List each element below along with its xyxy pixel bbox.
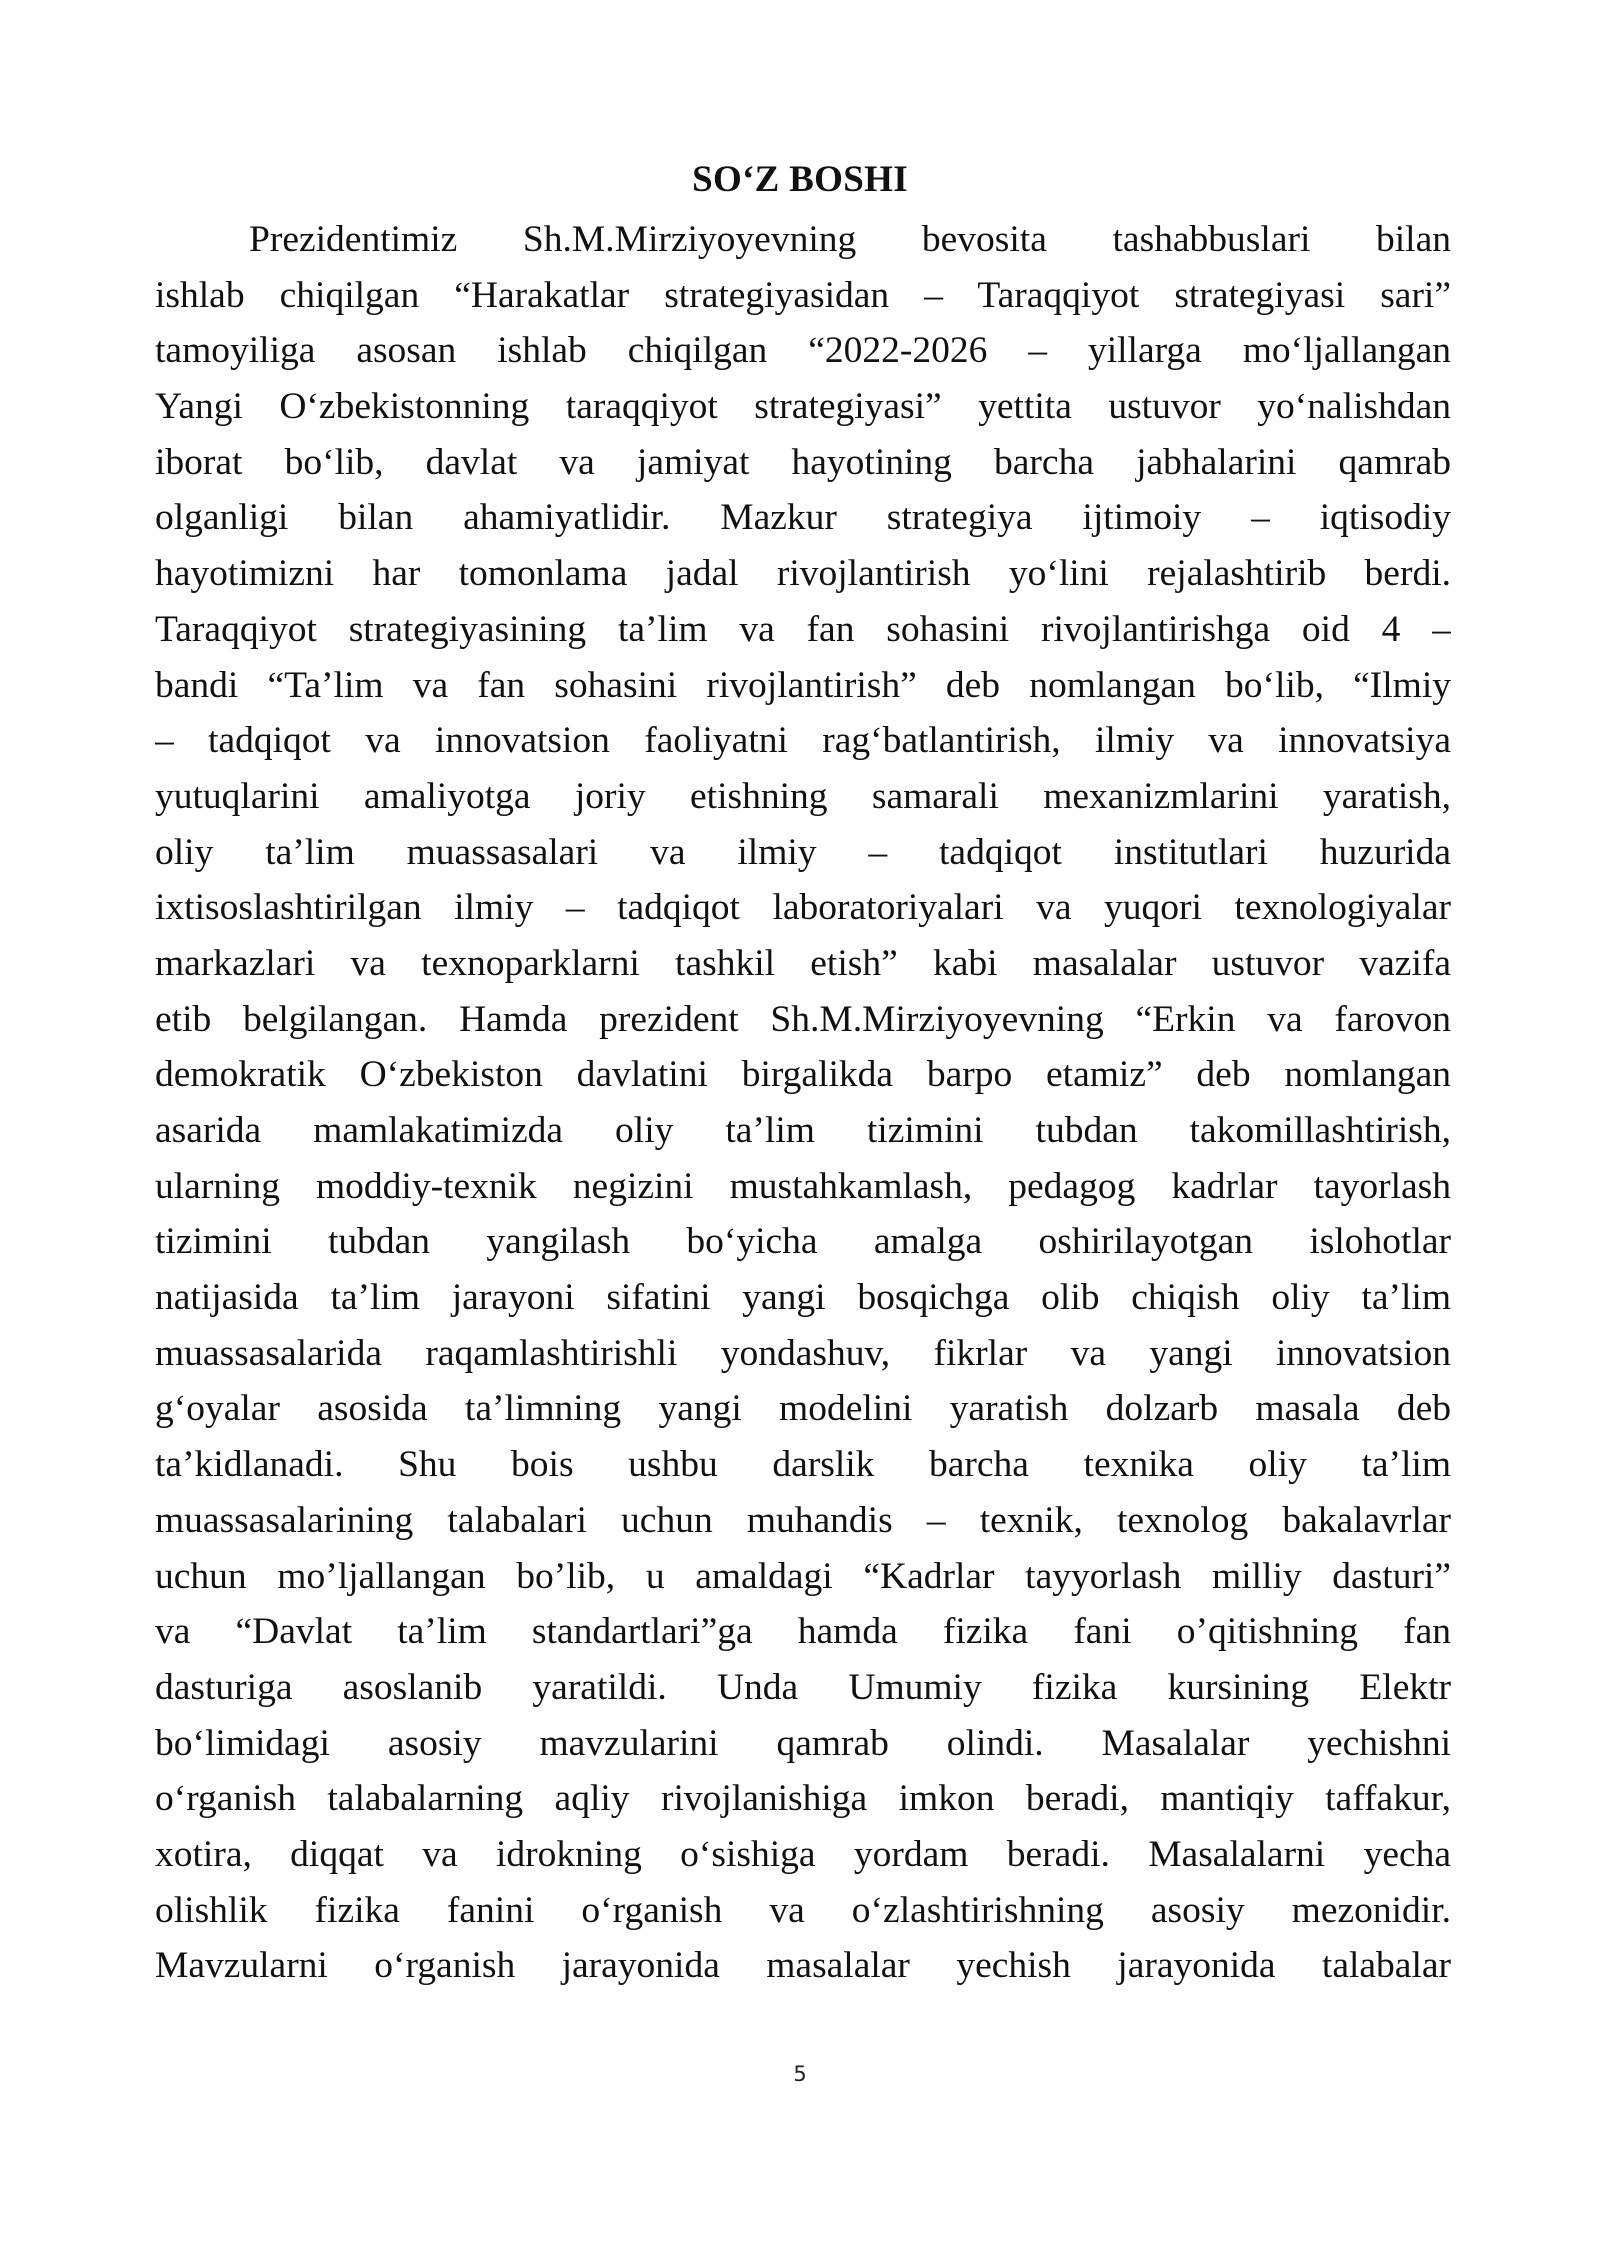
- text-line: hayotimizni har tomonlama jadal rivojlantirish yo‘lini rejalashtirib berdi.: [155, 553, 1451, 595]
- text-line: tizimini tubdan yangilash bo‘yicha amalga oshirilayotgan islohotlar: [155, 1221, 1451, 1263]
- text-line: g‘oyalar asosida ta’limning yangi modelini yaratish dolzarb masala deb: [155, 1388, 1451, 1430]
- text-line: olishlik fizika fanini o‘rganish va o‘zlashtirishning asosiy mezonidir.: [155, 1889, 1451, 1931]
- text-line: va “Davlat ta’lim standartlari”ga hamda fizika fani o’qitishning fan: [155, 1611, 1451, 1653]
- text-line: ularning moddiy-texnik negizini mustahkamlash, pedagog kadrlar tayorlash: [155, 1165, 1451, 1207]
- text-line: bandi “Ta’lim va fan sohasini rivojlantirish” deb nomlangan bo‘lib, “Ilmiy: [155, 664, 1451, 706]
- text-line: markazlari va texnoparklarni tashkil etish” kabi masalalar ustuvor vazifa: [155, 942, 1451, 984]
- text-line: dasturiga asoslanib yaratildi. Unda Umumiy fizika kursining Elektr: [155, 1666, 1451, 1708]
- text-line: yutuqlarini amaliyotga joriy etishning samarali mexanizmlarini yaratish,: [155, 775, 1451, 817]
- text-line: muassasalarida raqamlashtirishli yondashuv, fikrlar va yangi innovatsion: [155, 1332, 1451, 1374]
- text-line: o‘rganish talabalarning aqliy rivojlanishiga imkon beradi, mantiqiy taffakur,: [155, 1778, 1451, 1820]
- text-line: bo‘limidagi asosiy mavzularini qamrab olindi. Masalalar yechishni: [155, 1722, 1451, 1764]
- text-line: tamoyiliga asosan ishlab chiqilgan “2022-2026 – yillarga mo‘ljallangan: [155, 330, 1451, 372]
- text-line: uchun mo’ljallangan bo’lib, u amaldagi “Kadrlar tayyorlash milliy dasturi”: [155, 1555, 1451, 1597]
- text-line: muassasalarining talabalari uchun muhandis – texnik, texnolog bakalavrlar: [155, 1499, 1451, 1541]
- page-number: 5: [793, 2062, 807, 2086]
- text-line: olganligi bilan ahamiyatlidir. Mazkur strategiya ijtimoiy – iqtisodiy: [155, 497, 1451, 539]
- text-line: Prezidentimiz Sh.M.Mirziyoyevning bevosita tashabbuslari bilan: [249, 219, 1451, 260]
- body-text: [155, 212, 1451, 1994]
- text-line: oliy ta’lim muassasalari va ilmiy – tadqiqot institutlari huzurida: [155, 831, 1451, 873]
- text-line: asarida mamlakatimizda oliy ta’lim tizimini tubdan takomillashtirish,: [155, 1110, 1451, 1151]
- text-line: etib belgilangan. Hamda prezident Sh.M.Mirziyoyevning “Erkin va farovon: [155, 998, 1451, 1040]
- text-line: ishlab chiqilgan “Harakatlar strategiyasidan – Taraqqiyot strategiyasi sari”: [155, 274, 1451, 316]
- text-line: natijasida ta’lim jarayoni sifatini yangi bosqichga olib chiqish oliy ta’lim: [155, 1277, 1451, 1319]
- text-line: ixtisoslashtirilgan ilmiy – tadqiqot laboratoriyalari va yuqori texnologiyalar: [155, 887, 1451, 929]
- section-title: SO‘Z BOSHI: [692, 159, 908, 200]
- text-line: iborat bo‘lib, davlat va jamiyat hayotining barcha jabhalarini qamrab: [155, 441, 1451, 483]
- text-line: ta’kidlanadi. Shu bois ushbu darslik barcha texnika oliy ta’lim: [155, 1444, 1451, 1486]
- text-line: Yangi O‘zbekistonning taraqqiyot strategiyasi” yettita ustuvor yo‘nalishdan: [155, 386, 1451, 428]
- text-line: – tadqiqot va innovatsion faoliyatni rag‘batlantirish, ilmiy va innovatsiya: [155, 720, 1451, 762]
- text-line: demokratik O‘zbekiston davlatini birgalikda barpo etamiz” deb nomlangan: [155, 1054, 1451, 1096]
- text-line: Taraqqiyot strategiyasining ta’lim va fan sohasini rivojlantirishga oid 4 –: [155, 608, 1451, 650]
- text-line: xotira, diqqat va idrokning o‘sishiga yordam beradi. Masalalarni yecha: [155, 1833, 1451, 1875]
- text-line: Mavzularni o‘rganish jarayonida masalalar yechish jarayonida talabalar: [155, 1945, 1451, 1987]
